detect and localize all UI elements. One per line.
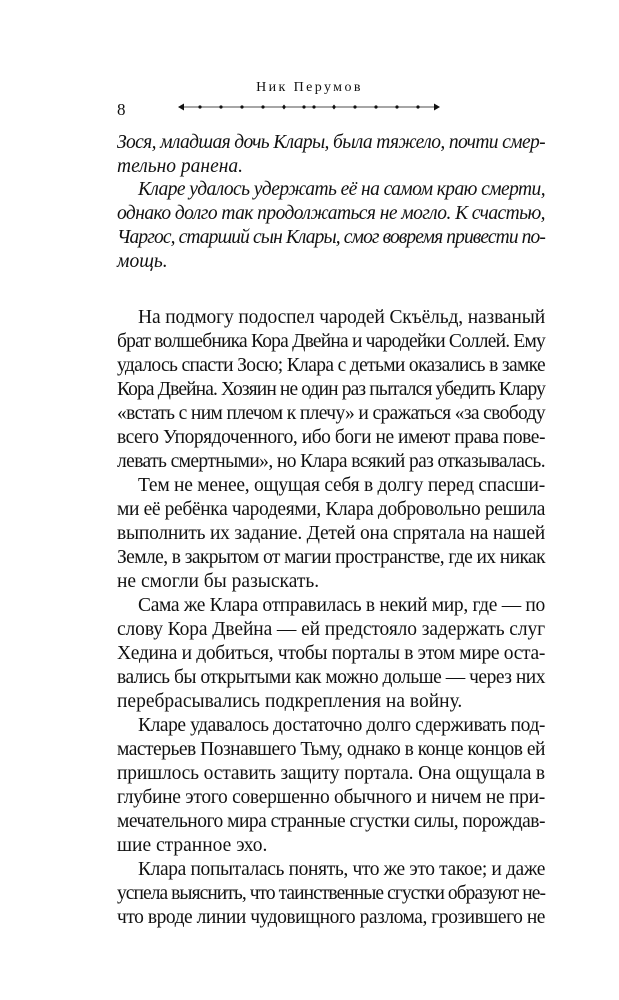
text-line: Сама же Клара отправилась в некий мир, где — по (138, 595, 545, 616)
text-line: слову Кора Двейна — ей предстояло задержать слуг (117, 619, 545, 640)
text-line: глубине этого совершенно обычного и ничем не при- (117, 787, 545, 808)
text-line: тельно ранена. (117, 156, 244, 177)
text-line: На подмогу подоспел чародей Скъёльд, названый (138, 307, 545, 328)
text-line: «встать с ним плечом к плечу» и сражаться «за свободу (117, 403, 545, 424)
text-line: не смогли бы разыскать. (117, 571, 320, 592)
text-line: Тем не менее, ощущая себя в долгу перед спасши- (138, 475, 545, 496)
text-line: Кларе удалось удержать её на самом краю смерти, (138, 179, 546, 200)
text-line: Кора Двейна. Хозяин не один раз пытался убедить Клару (117, 379, 545, 400)
text-line: перебрасывались подкрепления на войну. (117, 691, 463, 712)
text-line: Зося, младшая дочь Клары, была тяжело, почти смер- (117, 132, 545, 153)
text-line: брат волшебника Кора Двейна и чародейки Соллей. Ему (117, 331, 545, 352)
text-line: Чаргос, старший сын Клары, смог вовремя привести по- (117, 227, 545, 248)
text-line: однако долго так продолжаться не могло. К счастью, (117, 203, 545, 224)
text-line: Клара попыталась понять, что же это такое; и даже (138, 859, 545, 880)
text-line: всего Упорядоченного, ибо боги не имеют права пове- (117, 427, 545, 448)
text-line: левать смертными», но Клара всякий раз отказывалась. (117, 451, 545, 472)
text-line: шие странное эхо. (117, 835, 268, 856)
text-line: Земле, в закрытом от магии пространстве, где их никак (117, 547, 545, 568)
text-line: мечательного мира странные сгустки силы, порождав- (117, 811, 545, 832)
text-line: Хедина и добиться, чтобы порталы в этом мире оста- (117, 643, 545, 664)
page-number: 8 (117, 100, 126, 119)
text-line: успела выяснить, что таинственные сгустки образуют не- (117, 883, 545, 904)
text-line: удалось спасти Зосю; Клара с детьми оказались в замке (117, 355, 545, 376)
text-line: выполнить их задание. Детей она спрятала на нашей (117, 523, 545, 544)
text-line: Кларе удавалось достаточно долго сдерживать под- (138, 715, 545, 736)
text-line: вались бы открытыми как можно дольше — через них (117, 667, 545, 688)
text-line: пришлось оставить защиту портала. Она ощущала в (117, 763, 545, 784)
text-line: что вроде линии чудовищного разлома, грозившего не (117, 907, 545, 928)
running-head: Ник Перумов (256, 80, 363, 95)
ornament-divider (178, 100, 440, 114)
text-line: мастерьев Познавшего Тьму, однако в конце концов ей (117, 739, 545, 760)
text-line: ми её ребёнка чародеями, Клара добровольно решила (117, 499, 545, 520)
text-line: мощь. (117, 251, 168, 272)
